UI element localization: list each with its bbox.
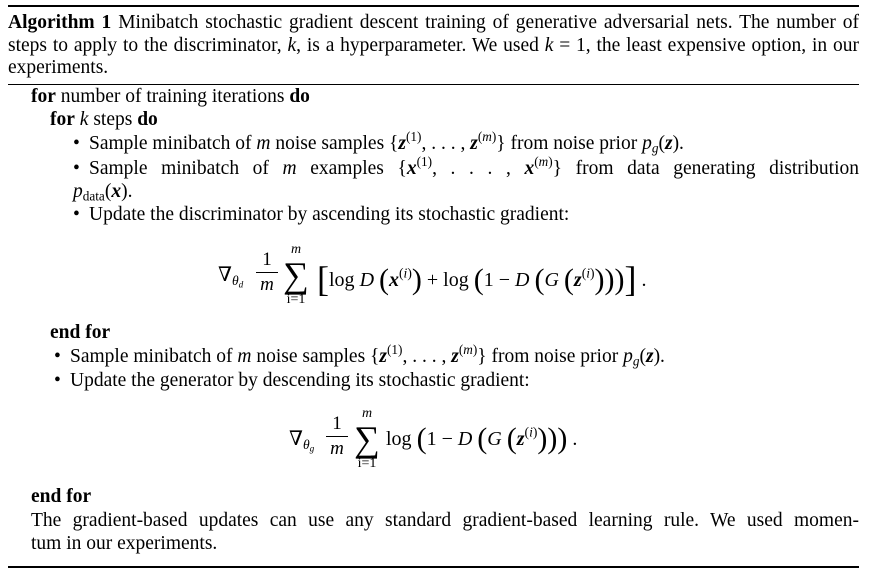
summation: m ∑ i=1 <box>354 406 380 471</box>
outer-end-for: end for <box>31 486 92 507</box>
note-line-2: tum in our experiments. <box>31 533 218 554</box>
caption-rule <box>8 84 859 85</box>
step-sample-noise-g: • Sample minibatch of m noise samples {$z^{(1)}$, . . . , $z^{(m)}$} from noise prior $p_g(z)$. <box>54 341 665 369</box>
outer-for-line: for number of training iterations do <box>31 86 310 107</box>
example-set-math: {$x^{(1)}$, . . . , $x^{(m)}$} <box>397 153 562 179</box>
step-sample-examples: • Sample minibatch of m examples {$x^{(1)}$, . . . , $x^{(m)}$} from data generating distribution <box>73 153 860 179</box>
step-sample-noise-d: • Sample minibatch of m noise samples {$z^{(1)}$, . . . , $z^{(m)}$} from noise prior $p_g(z)$. <box>73 128 684 156</box>
bottom-rule <box>8 566 859 568</box>
nabla-theta-d: $\nabla_{\theta_d}$ <box>218 264 244 290</box>
noise-prior-math: $p_g$ <box>623 346 640 369</box>
noise-set-math: {$z^{(1)}$, . . . , $z^{(m)}$} <box>389 128 506 154</box>
caption-line-1 <box>8 12 859 34</box>
note-line-1: The gradient-based updates can use any standard gradient-based learning rule. We used momen- <box>31 510 859 531</box>
bullet-icon: • <box>54 346 61 367</box>
step-update-discriminator: • Update the discriminator by ascending its stochastic gradient: <box>73 204 570 225</box>
bullet-icon: • <box>54 370 61 391</box>
caption-text-1: Minibatch stochastic gradient descent training of generative adversarial nets. The number of <box>118 12 859 33</box>
summation: m ∑ i=1 <box>283 242 309 307</box>
nabla-theta-g: $\nabla_{\theta_g}$ <box>289 428 315 454</box>
inner-end-for: end for <box>50 322 111 343</box>
bullet-icon: • <box>73 204 80 225</box>
bullet-icon: • <box>73 158 80 179</box>
generator-objective: log (1 − D (G $(z^{(i)})$)) . <box>386 422 578 455</box>
fraction-one-over-m: 1 m <box>256 249 278 296</box>
caption-line-2: steps to apply to the discriminator, k, is a hyperparameter. We used k = 1, the least expensive option, in our <box>8 35 859 56</box>
noise-set-math: {$z^{(1)}$, . . . , $z^{(m)}$} <box>370 341 487 367</box>
discriminator-objective: [log D $(x^{(i)}) + \log (1 - D$ (G $(z^{(i)})$))] . <box>317 259 647 299</box>
inner-for-line: for k steps do <box>50 109 158 130</box>
fraction-one-over-m: 1 m <box>326 413 348 460</box>
step-update-generator: • Update the generator by descending its stochastic gradient: <box>54 370 530 391</box>
top-rule <box>8 5 859 7</box>
pdata-math: $p_{data}$ <box>73 181 105 204</box>
algorithm-label: Algorithm 1 <box>8 12 112 33</box>
bullet-icon: • <box>73 133 80 154</box>
caption-line-3: experiments. <box>8 57 109 78</box>
noise-prior-math: $p_g$ <box>642 133 659 156</box>
step-sample-examples-cont: $p_{data}(x)$. <box>73 181 133 204</box>
